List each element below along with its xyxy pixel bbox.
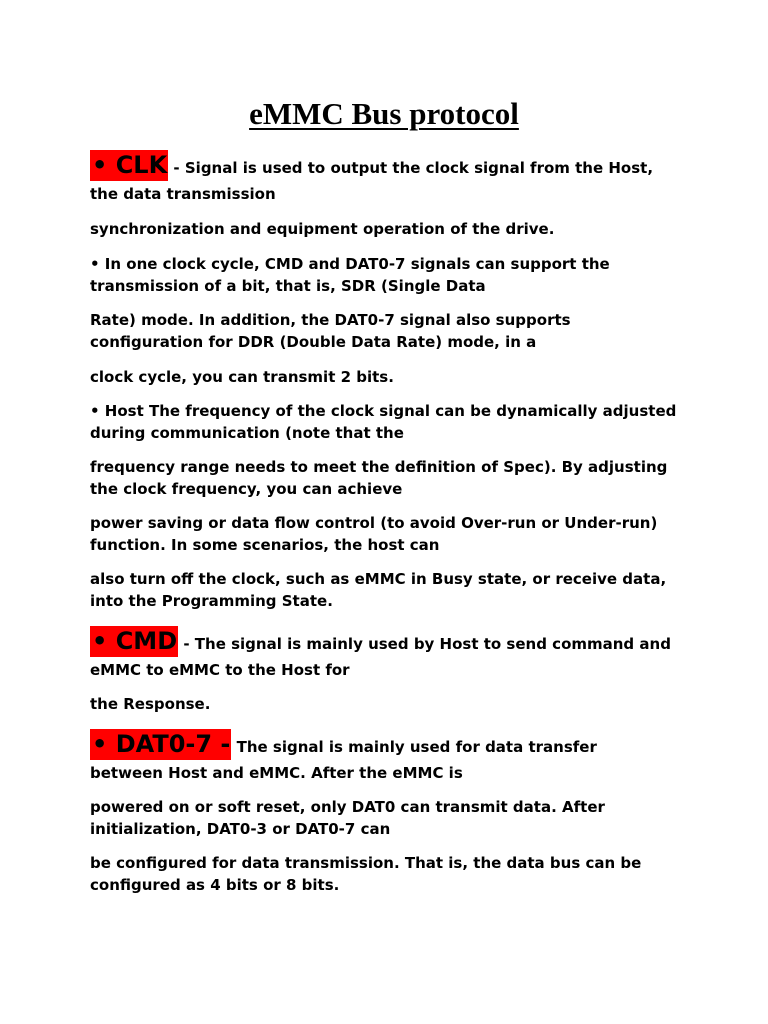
clk-paragraph-6-line-1: frequency range needs to meet the definition of Spec). By adjusting [90, 458, 668, 476]
cmd-intro-line-2: eMMC to eMMC to the Host for [90, 661, 350, 679]
clk-paragraph-5-line-2: during communication (note that the [90, 424, 404, 442]
dat-tag: • DAT0-7 - [92, 730, 231, 758]
clk-paragraph-3-line-2: configuration for DDR (Double Data Rate) mode, in a [90, 333, 537, 351]
clk-heading-line [90, 150, 730, 181]
clk-paragraph-2-line-1: • In one clock cycle, CMD and DAT0-7 signals can support the [90, 255, 610, 273]
dat-intro-text: The signal is mainly used for data transfer [231, 738, 597, 756]
dat-heading-line [90, 729, 730, 760]
clk-paragraph-4: clock cycle, you can transmit 2 bits. [90, 368, 394, 386]
dat-paragraph-2-line-1: be configured for data transmission. That is, the data bus can be [90, 854, 642, 872]
clk-paragraph-3-line-1: Rate) mode. In addition, the DAT0-7 signal also supports [90, 311, 571, 329]
clk-intro-line-2: the data transmission [90, 185, 276, 203]
dat-paragraph-1-line-2: initialization, DAT0-3 or DAT0-7 can [90, 820, 391, 838]
clk-tag: • CLK [92, 151, 168, 179]
clk-paragraph-8-line-1: also turn off the clock, such as eMMC in Busy state, or receive data, [90, 570, 667, 588]
cmd-heading-line [90, 626, 730, 657]
dat-intro-line-2: between Host and eMMC. After the eMMC is [90, 764, 463, 782]
page-title: eMMC Bus protocol [249, 96, 519, 131]
clk-paragraph-2-line-2: transmission of a bit, that is, SDR (Single Data [90, 277, 486, 295]
cmd-intro-text: - The signal is mainly used by Host to send command and [178, 635, 671, 653]
dat-paragraph-2-line-2: configured as 4 bits or 8 bits. [90, 876, 340, 894]
clk-paragraph-1: synchronization and equipment operation of the drive. [90, 220, 555, 238]
clk-intro-text: - Signal is used to output the clock signal from the Host, [168, 159, 654, 177]
dat-paragraph-1-line-1: powered on or soft reset, only DAT0 can transmit data. After [90, 798, 605, 816]
cmd-tag: • CMD [92, 627, 178, 655]
clk-paragraph-7-line-2: function. In some scenarios, the host can [90, 536, 440, 554]
clk-paragraph-6-line-2: the clock frequency, you can achieve [90, 480, 403, 498]
clk-paragraph-5-line-1: • Host The frequency of the clock signal can be dynamically adjusted [90, 402, 677, 420]
clk-paragraph-8-line-2: into the Programming State. [90, 592, 333, 610]
cmd-paragraph-1: the Response. [90, 695, 211, 713]
clk-paragraph-7-line-1: power saving or data flow control (to avoid Over-run or Under-run) [90, 514, 658, 532]
